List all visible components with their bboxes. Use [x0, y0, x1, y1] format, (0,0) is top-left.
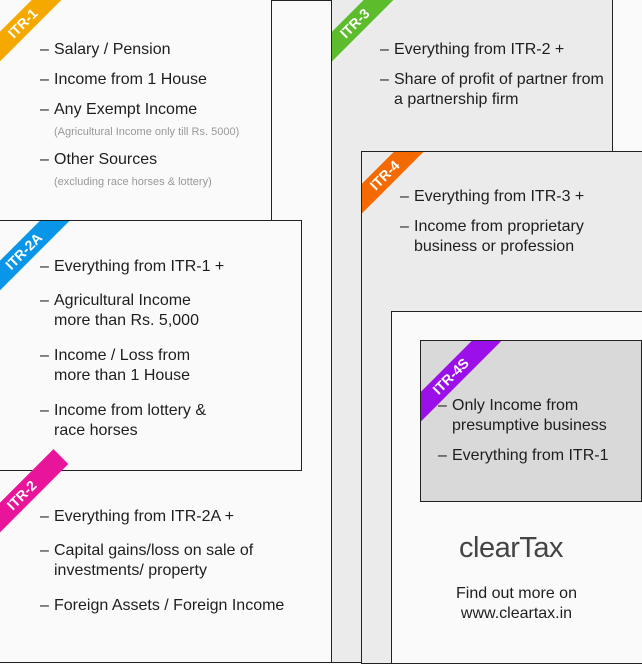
list-item: – Income from lottery & race horses: [40, 401, 214, 441]
list-item: – Other Sources (excluding race horses & lottery): [40, 150, 239, 190]
list-item: – Income / Loss from more than 1 House: [40, 346, 214, 386]
list-item: – Only Income from presumptive business: [438, 396, 632, 436]
list-item: – Income from proprietary business or profession: [400, 217, 614, 257]
itr-4s-ribbon: ITR-4S: [420, 340, 501, 426]
list-item: – Everything from ITR-2 +: [380, 40, 610, 60]
itr-3-list: [380, 40, 610, 120]
list-item: – Foreign Assets / Foreign Income: [40, 596, 330, 616]
list-item: – Everything from ITR-1 +: [40, 257, 240, 277]
itr-1-list: [40, 40, 239, 200]
list-item: – Share of profit of partner from a partnership firm: [380, 70, 610, 110]
list-item: – Everything from ITR-1: [438, 446, 638, 466]
list-item: – Salary / Pension: [40, 40, 239, 60]
itr-4-list: [400, 187, 620, 267]
note: (excluding race horses & lottery): [54, 176, 212, 188]
list-item: – Capital gains/loss on sale of investments/ property: [40, 541, 264, 581]
itr-3-ribbon: ITR-3: [331, 0, 401, 70]
itr-1-ribbon: ITR-1: [0, 0, 69, 70]
website-link[interactable]: www.cleartax.in: [460, 605, 573, 622]
list-item: – Everything from ITR-2A +: [40, 507, 330, 527]
list-item: – Any Exempt Income (Agricultural Income only till Rs. 5000): [40, 100, 239, 140]
cleartax-logo: clearTax: [459, 532, 563, 564]
itr-2a-ribbon: ITR-2A: [0, 220, 74, 301]
itr-2-ribbon-label: ITR-2: [0, 449, 68, 542]
list-item: – Agricultural Income more than Rs. 5,000: [40, 291, 224, 331]
list-item: – Income from 1 House: [40, 70, 239, 90]
itr-4s-list: [438, 396, 638, 476]
note: (Agricultural Income only till Rs. 5000): [54, 126, 240, 138]
list-item: – Everything from ITR-3 +: [400, 187, 620, 207]
itr-4-ribbon: ITR-4: [361, 151, 431, 222]
itr-2a-list: [40, 257, 240, 451]
itr-2-list: [40, 507, 330, 626]
find-out-more: [391, 584, 642, 624]
find-out-text: Find out more on: [456, 585, 577, 602]
